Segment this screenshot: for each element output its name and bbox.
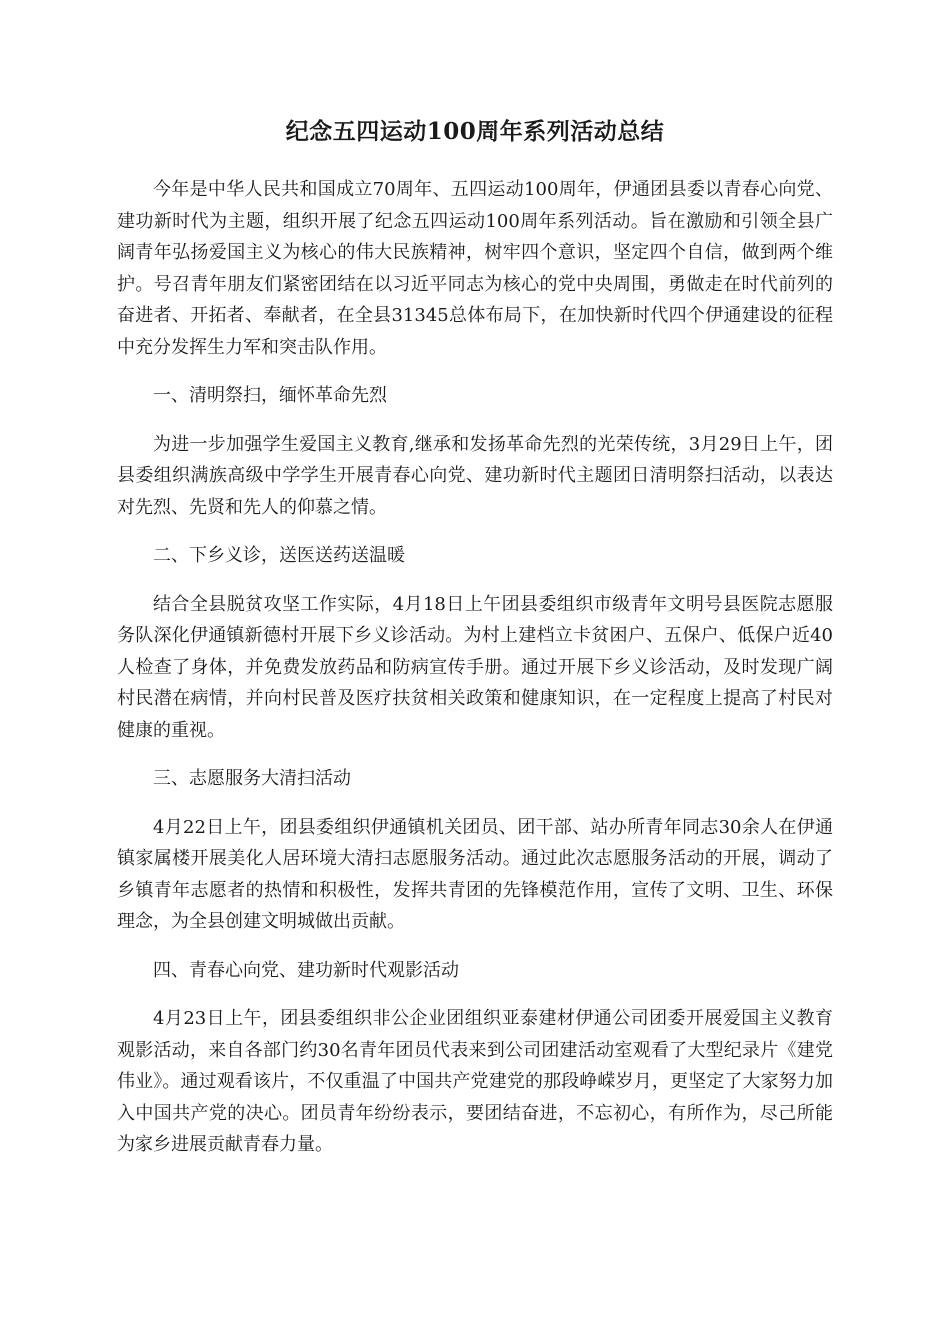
section-heading-4: 四、青春心向党、建功新时代观影活动 [153,959,459,981]
section-heading-1: 一、清明祭扫，缅怀革命先烈 [153,385,387,406]
section-body-1: 为进一步加强学生爱国主义教育,继承和发扬革命先烈的光荣传统，3月29日上午，团县委组织满族高级中学学生开展青春心向党、建功新时代主题团日清明祭扫活动，以表达对先烈、先贤和先人的仰慕之情。 [117,433,833,518]
section-body-2: 结合全县脱贫攻坚工作实际，4月18日上午团县委组织市级青年文明号县医院志愿服务队深化伊通镇新德村开展下乡义诊活动。为村上建档立卡贫困户、五保户、低保户近40人检查了身体，并免费发放药品和防病宣传手册。通过开展下乡义诊活动，及时发现广阔村民潜在病情，并向村民普及医疗扶贫相关政策和健康知识，在一定程度上提高了村民对健康的重视。 [117,593,833,741]
section-heading-2: 二、下乡义诊，送医送药送温暖 [153,545,405,566]
section-body-4: 4月23日上午，团县委组织非公企业团组织亚泰建材伊通公司团委开展爱国主义教育观影活动，来自各部门约30名青年团员代表来到公司团建活动室观看了大型纪录片《建党伟业》。通过观看该片，不仅重温了中国共产党建党的那段峥嵘岁月，更坚定了大家努力加入中国共产党的决心。团员青年纷纷表示，要团结奋进，不忘初心，有所作为，尽己所能为家乡进展贡献青春力量。 [117,1008,833,1155]
section-heading-3: 三、志愿服务大清扫活动 [153,768,351,789]
document-title: 纪念五四运动100周年系列活动总结 [285,118,665,145]
section-body-3: 4月22日上午，团县委组织伊通镇机关团员、团干部、站办所青年同志30余人在伊通镇家属楼开展美化人居环境大清扫志愿服务活动。通过此次志愿服务活动的开展，调动了乡镇青年志愿者的热情和积极性，发挥共青团的先锋模范作用，宣传了文明、卫生、环保理念，为全县创建文明城做出贡献。 [117,816,833,932]
document-page [117,112,833,1178]
intro-paragraph: 今年是中华人民共和国成立70周年、五四运动100周年，伊通团县委以青春心向党、建功新时代为主题，组织开展了纪念五四运动100周年系列活动。旨在激励和引领全县广阔青年弘扬爱国主义为核心的伟大民族精神，树牢四个意识，坚定四个自信，做到两个维护。号召青年朋友们紧密团结在以习近平同志为核心的党中央周围，勇做走在时代前列的奋进者、开拓者、奉献者，在全县31345总体布局下，在加快新时代四个伊通建设的征程中充分发挥生力军和突击队作用。 [117,179,833,358]
